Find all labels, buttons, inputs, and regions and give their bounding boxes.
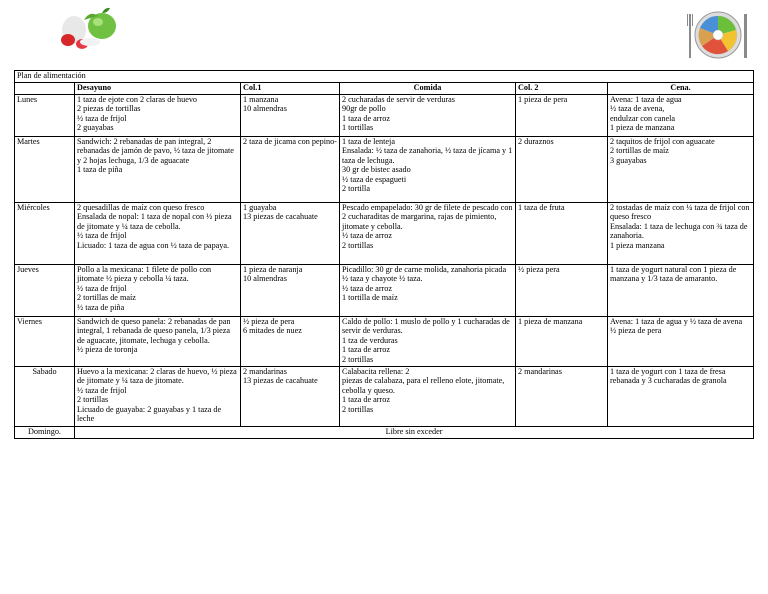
meal-line: 1 taza de piña bbox=[77, 165, 123, 175]
meal-line: ½ taza de frijol bbox=[77, 385, 127, 395]
meal-cell-col2 bbox=[516, 317, 608, 367]
meal-line: 1 pieza de naranja bbox=[243, 265, 303, 274]
meal-cell-desayuno bbox=[75, 137, 241, 203]
meal-line: 2 cucharadas de servir de verduras bbox=[342, 95, 455, 104]
meal-line: 3 guayabas bbox=[610, 155, 647, 165]
meal-cell-col2 bbox=[516, 265, 608, 317]
table-row bbox=[15, 265, 754, 317]
meal-cell-cena bbox=[608, 137, 754, 203]
meal-cell-comida bbox=[340, 367, 516, 427]
table-row bbox=[15, 367, 754, 427]
meal-cell-cena bbox=[608, 367, 754, 427]
meal-line: 2 taza de jicama con pepino- bbox=[243, 137, 337, 146]
meal-cell-desayuno bbox=[75, 265, 241, 317]
sunday-note: Libre sin exceder bbox=[75, 427, 754, 439]
meal-line: Avena: 1 taza de agua y ½ taza de avena bbox=[610, 317, 743, 326]
meal-plan-table bbox=[14, 70, 754, 439]
day-cell: Martes bbox=[15, 137, 75, 203]
meal-line: 1 taza de yogurt natural con 1 pieza de manzana y 1/3 taza de amaranto. bbox=[610, 265, 737, 284]
meal-line: 1 taza de lenteja bbox=[342, 137, 395, 146]
meal-cell-cena bbox=[608, 95, 754, 137]
meal-line: 2 tortillas de maíz bbox=[77, 293, 136, 303]
meal-line: ½ taza de arroz bbox=[342, 283, 393, 293]
meal-line: 2 quesadillas de maíz con queso fresco bbox=[77, 203, 205, 212]
meal-line: 1 pieza de pera bbox=[518, 95, 568, 104]
meal-cell-comida bbox=[340, 95, 516, 137]
day-cell: Jueves bbox=[15, 265, 75, 317]
meal-line: 1 taza de yogurt con 1 taza de fresa rebanada y 3 cucharadas de granola bbox=[610, 367, 727, 386]
meal-line: 2 tortillas bbox=[342, 354, 374, 364]
day-cell: Sabado bbox=[15, 367, 75, 427]
meal-line: 1 tortillas bbox=[342, 123, 374, 133]
meal-line: 2 piezas de tortillas bbox=[77, 104, 141, 114]
meal-line: Picadillo: 30 gr de carne molida, zanahoria picada ½ taza y chayote ½ taza. bbox=[342, 265, 507, 284]
day-cell: Domingo. bbox=[15, 427, 75, 439]
meal-line: Avena: 1 taza de agua bbox=[610, 95, 682, 104]
meal-line: 2 tortillas bbox=[342, 404, 374, 414]
meal-line: ½ taza de frijol bbox=[77, 113, 127, 123]
meal-line: 1 pieza de manzana bbox=[518, 317, 583, 326]
meal-line: ½ taza de avena, bbox=[610, 104, 665, 114]
table-row bbox=[15, 317, 754, 367]
meal-line: 1 pieza manzana bbox=[610, 240, 665, 250]
meal-line: Ensalada: 1 taza de lechuga con ¾ taza de zanahoria. bbox=[610, 221, 748, 241]
meal-line: 1 taza de arroz bbox=[342, 395, 390, 405]
meal-line: ½ taza de frijol bbox=[77, 231, 127, 241]
header-cena: Cena. bbox=[608, 83, 754, 95]
meal-line: 1 taza de arroz bbox=[342, 345, 390, 355]
meal-cell-desayuno bbox=[75, 203, 241, 265]
healthy-plate-icon bbox=[686, 6, 750, 64]
meal-line: 1 tza de verduras bbox=[342, 335, 398, 345]
meal-cell-col1 bbox=[241, 95, 340, 137]
meal-cell-col1 bbox=[241, 367, 340, 427]
meal-line: 2 taquitos de frijol con aguacate bbox=[610, 137, 715, 146]
meal-line: endulzar con canela bbox=[610, 113, 676, 123]
header-col2: Col. 2 bbox=[516, 83, 608, 95]
header-desayuno: Desayuno bbox=[75, 83, 241, 95]
meal-line: ½ pieza de pera bbox=[243, 317, 295, 326]
meal-cell-col1 bbox=[241, 265, 340, 317]
meal-line: 2 tortilla bbox=[342, 184, 370, 194]
meal-line: ½ taza de arroz bbox=[342, 231, 393, 241]
meal-cell-col2 bbox=[516, 95, 608, 137]
header-day bbox=[15, 83, 75, 95]
meal-line: Calabacita rellena: 2 bbox=[342, 367, 410, 376]
day-cell: Lunes bbox=[15, 95, 75, 137]
day-cell: Viernes bbox=[15, 317, 75, 367]
meal-line: Licuado: 1 taza de agua con ½ taza de papaya. bbox=[77, 240, 230, 250]
meal-line: 90gr de pollo bbox=[342, 104, 386, 114]
meal-line: 1 tortilla de maíz bbox=[342, 293, 398, 303]
meal-cell-comida bbox=[340, 203, 516, 265]
meal-line: ½ pieza de toronja bbox=[77, 345, 138, 355]
meal-cell-col2 bbox=[516, 137, 608, 203]
meal-cell-comida bbox=[340, 265, 516, 317]
table-row bbox=[15, 95, 754, 137]
meal-line: Pollo a la mexicana: 1 filete de pollo con jitomate ½ pieza y cebolla ¼ taza. bbox=[77, 265, 212, 284]
meal-cell-cena bbox=[608, 203, 754, 265]
meal-line: Ensalada: ½ taza de zanahoria, ½ taza de jícama y 1 taza de lechuga. bbox=[342, 146, 513, 165]
meal-cell-col1 bbox=[241, 317, 340, 367]
meal-line: 2 duraznos bbox=[518, 137, 554, 146]
table-row bbox=[15, 203, 754, 265]
meal-line: 13 piezas de cacahuate bbox=[243, 376, 318, 386]
meal-line: ½ taza de frijol bbox=[77, 283, 127, 293]
table-row-domingo bbox=[15, 427, 754, 439]
meal-line: 1 taza de fruta bbox=[518, 203, 565, 212]
meal-line: 1 guayaba bbox=[243, 203, 277, 212]
meal-line: Pescado empapelado: 30 gr de filete de pescado con 2 cucharaditas de margarina, rajas de pimiento, jitomate y cebolla. bbox=[342, 203, 513, 231]
meal-line: Caldo de pollo: 1 muslo de pollo y 1 cucharadas de servir de verduras. bbox=[342, 317, 510, 336]
meal-line: 2 tortillas bbox=[342, 240, 374, 250]
meal-line: ½ pieza de pera bbox=[610, 326, 662, 336]
meal-line: 2 guayabas bbox=[77, 123, 114, 133]
meal-cell-cena bbox=[608, 317, 754, 367]
table-header-row bbox=[15, 83, 754, 95]
meal-line: 13 piezas de cacahuate bbox=[243, 212, 318, 222]
meal-rows bbox=[15, 95, 754, 427]
meal-line: Sandwich de queso panela: 2 rebanadas de pan integral, 1 rebanada de queso panela, 1/3 pieza de aguacate, jitomate, lechuga y cebolla. bbox=[77, 317, 231, 345]
meal-line: 2 tortillas de maíz bbox=[610, 146, 669, 156]
meal-line: Huevo a la mexicana: 2 claras de huevo, ½ pieza de jitomate y ¼ taza de jitomate. bbox=[77, 367, 237, 386]
meal-cell-col2 bbox=[516, 203, 608, 265]
meal-line: 1 taza de arroz bbox=[342, 113, 390, 123]
meal-line: 2 tostadas de maíz con ¼ taza de frijol con queso fresco bbox=[610, 203, 750, 222]
meal-line: Licuado de guayaba: 2 guayabas y 1 taza de leche bbox=[77, 404, 222, 424]
table-title-row bbox=[15, 71, 754, 83]
meal-line: 1 manzana bbox=[243, 95, 279, 104]
meal-line: 30 gr de bistec asado bbox=[342, 165, 411, 175]
meal-cell-col1 bbox=[241, 203, 340, 265]
meal-line: piezas de calabaza, para el relleno elote, jitomate, cebolla y queso. bbox=[342, 376, 505, 395]
table-title: Plan de alimentación bbox=[15, 71, 754, 83]
meal-cell-comida bbox=[340, 317, 516, 367]
meal-line: 10 almendras bbox=[243, 274, 287, 284]
meal-line: 2 mandarinas bbox=[518, 367, 562, 376]
meal-line: 10 almendras bbox=[243, 104, 287, 114]
meal-cell-col2 bbox=[516, 367, 608, 427]
meal-line: 1 pieza de manzana bbox=[610, 123, 675, 133]
header-comida: Comida bbox=[340, 83, 516, 95]
meal-cell-desayuno bbox=[75, 317, 241, 367]
meal-line: ½ taza de espagueti bbox=[342, 174, 407, 184]
header-col1: Col.1 bbox=[241, 83, 340, 95]
table-row bbox=[15, 137, 754, 203]
meal-line: 2 mandarinas bbox=[243, 367, 287, 376]
meal-line: Sandwich: 2 rebanadas de pan integral, 2 rebanadas de jamón de pavo, ½ taza de jitomate y 2 hojas lechuga, 1/3 de aguacate bbox=[77, 137, 234, 165]
meal-line: 1 taza de ejote con 2 claras de huevo bbox=[77, 95, 198, 104]
meal-cell-col1 bbox=[241, 137, 340, 203]
meal-line: ½ taza de piña bbox=[77, 302, 125, 312]
meal-cell-comida bbox=[340, 137, 516, 203]
meal-cell-desayuno bbox=[75, 95, 241, 137]
meal-line: 6 mitades de nuez bbox=[243, 326, 302, 336]
vegetables-fruit-icon bbox=[54, 6, 132, 52]
meal-line: ½ pieza pera bbox=[518, 265, 560, 274]
meal-line: 2 tortillas bbox=[77, 395, 109, 405]
day-cell: Miércoles bbox=[15, 203, 75, 265]
meal-line: Ensalada de nopal: 1 taza de nopal con ½ pieza de jitomate y ¼ taza de cebolla. bbox=[77, 212, 232, 231]
meal-cell-cena bbox=[608, 265, 754, 317]
meal-cell-desayuno bbox=[75, 367, 241, 427]
